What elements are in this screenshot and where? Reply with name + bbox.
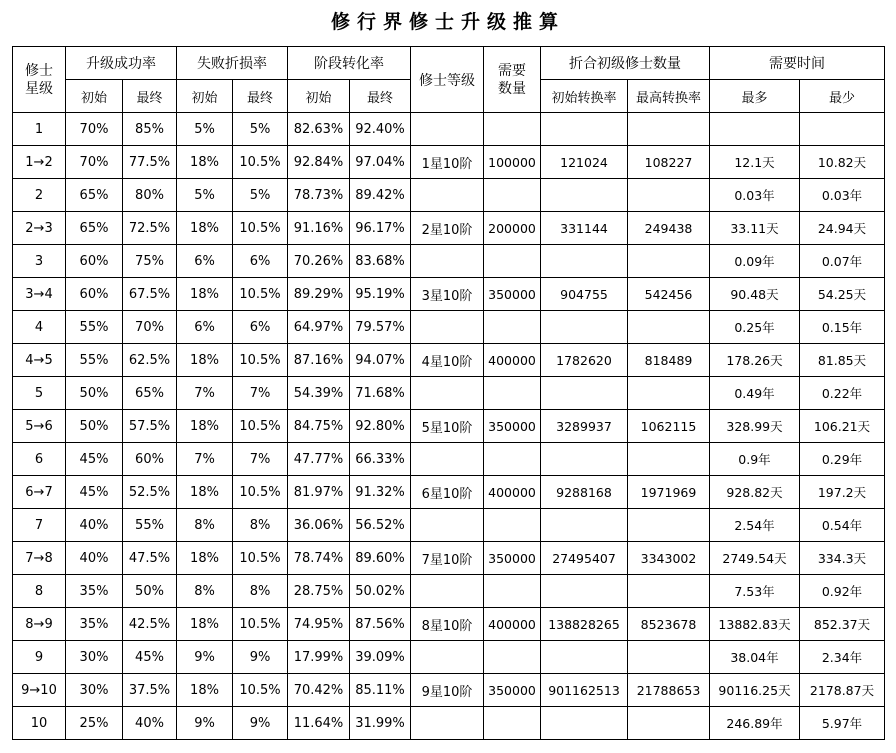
header-success-final: 最终	[123, 80, 177, 113]
cell-fail-final: 10.5%	[233, 344, 288, 377]
cell-stage-initial: 81.97%	[288, 476, 350, 509]
cell-level: 3	[13, 245, 66, 278]
cell-level: 6	[13, 443, 66, 476]
cell-success-initial: 55%	[66, 344, 123, 377]
table-row	[13, 212, 885, 245]
cell-time-most: 7.53年	[710, 575, 800, 608]
cell-stage-final: 39.09%	[350, 641, 411, 674]
header-stage-final: 最终	[350, 80, 411, 113]
cell-level: 4	[13, 311, 66, 344]
cell-stage-initial: 70.26%	[288, 245, 350, 278]
cell-stage-final: 91.32%	[350, 476, 411, 509]
cell-required: 400000	[484, 476, 541, 509]
cultivation-table	[12, 46, 885, 740]
cell-required: 400000	[484, 608, 541, 641]
cell-cultivator-level: 3星10阶	[411, 278, 484, 311]
header-converted-count: 折合初级修士数量	[541, 47, 710, 80]
cell-stage-final: 50.02%	[350, 575, 411, 608]
cell-time-most: 0.9年	[710, 443, 800, 476]
cell-required	[484, 113, 541, 146]
cell-max-conversion	[628, 707, 710, 740]
table-row	[13, 575, 885, 608]
header-row-top	[13, 47, 885, 80]
cell-stage-final: 87.56%	[350, 608, 411, 641]
cell-max-conversion	[628, 179, 710, 212]
cell-initial-conversion: 121024	[541, 146, 628, 179]
cell-required: 350000	[484, 542, 541, 575]
cell-time-most: 13882.83天	[710, 608, 800, 641]
cell-success-final: 37.5%	[123, 674, 177, 707]
cell-stage-initial: 17.99%	[288, 641, 350, 674]
cell-success-initial: 50%	[66, 377, 123, 410]
cell-fail-final: 6%	[233, 311, 288, 344]
cell-max-conversion: 1971969	[628, 476, 710, 509]
header-success-initial: 初始	[66, 80, 123, 113]
cell-required	[484, 377, 541, 410]
page-title: 修行界修士升级推算	[330, 11, 565, 33]
cell-stage-initial: 87.16%	[288, 344, 350, 377]
cell-fail-initial: 7%	[177, 377, 233, 410]
cell-time-most: 0.09年	[710, 245, 800, 278]
cell-stage-initial: 54.39%	[288, 377, 350, 410]
cell-time-least: 54.25天	[800, 278, 885, 311]
cell-time-least: 5.97年	[800, 707, 885, 740]
cell-success-initial: 55%	[66, 311, 123, 344]
cell-fail-initial: 7%	[177, 443, 233, 476]
cell-cultivator-level	[411, 377, 484, 410]
cell-fail-final: 7%	[233, 443, 288, 476]
cell-required: 350000	[484, 278, 541, 311]
cell-level: 4→5	[13, 344, 66, 377]
cell-initial-conversion	[541, 311, 628, 344]
cell-success-initial: 50%	[66, 410, 123, 443]
cell-fail-initial: 18%	[177, 344, 233, 377]
cell-initial-conversion: 3289937	[541, 410, 628, 443]
cell-level: 8	[13, 575, 66, 608]
header-success-rate: 升级成功率	[66, 47, 177, 80]
header-required	[484, 47, 541, 113]
cell-stage-final: 94.07%	[350, 344, 411, 377]
cell-level: 5→6	[13, 410, 66, 443]
cell-fail-initial: 18%	[177, 146, 233, 179]
cell-initial-conversion: 904755	[541, 278, 628, 311]
table-row	[13, 377, 885, 410]
cell-fail-final: 9%	[233, 641, 288, 674]
header-time-most: 最多	[710, 80, 800, 113]
cell-level: 9→10	[13, 674, 66, 707]
cell-time-most: 12.1天	[710, 146, 800, 179]
cell-stage-initial: 89.29%	[288, 278, 350, 311]
cell-stage-initial: 78.73%	[288, 179, 350, 212]
cell-stage-final: 56.52%	[350, 509, 411, 542]
cell-time-least: 334.3天	[800, 542, 885, 575]
cell-cultivator-level	[411, 113, 484, 146]
cell-time-most: 2749.54天	[710, 542, 800, 575]
cell-success-final: 70%	[123, 311, 177, 344]
cell-success-final: 52.5%	[123, 476, 177, 509]
table-row	[13, 542, 885, 575]
cell-cultivator-level	[411, 707, 484, 740]
cell-cultivator-level	[411, 311, 484, 344]
cell-stage-final: 97.04%	[350, 146, 411, 179]
cell-success-final: 75%	[123, 245, 177, 278]
cell-success-initial: 30%	[66, 674, 123, 707]
cell-time-least: 24.94天	[800, 212, 885, 245]
cell-stage-initial: 47.77%	[288, 443, 350, 476]
cell-initial-conversion	[541, 575, 628, 608]
cell-success-initial: 45%	[66, 443, 123, 476]
cell-fail-final: 8%	[233, 575, 288, 608]
table-row	[13, 509, 885, 542]
cell-time-most: 38.04年	[710, 641, 800, 674]
cell-initial-conversion: 331144	[541, 212, 628, 245]
table-row	[13, 245, 885, 278]
cell-required	[484, 245, 541, 278]
cell-fail-final: 10.5%	[233, 212, 288, 245]
cell-max-conversion: 1062115	[628, 410, 710, 443]
cell-success-final: 72.5%	[123, 212, 177, 245]
cell-time-most: 0.03年	[710, 179, 800, 212]
cell-cultivator-level	[411, 509, 484, 542]
table-row	[13, 641, 885, 674]
cell-success-final: 77.5%	[123, 146, 177, 179]
cell-stage-final: 79.57%	[350, 311, 411, 344]
header-stage-conversion: 阶段转化率	[288, 47, 411, 80]
cell-success-initial: 40%	[66, 542, 123, 575]
cell-fail-final: 5%	[233, 113, 288, 146]
cell-success-final: 45%	[123, 641, 177, 674]
header-required-line2: 数量	[498, 80, 526, 97]
header-fail-discount: 失败折损率	[177, 47, 288, 80]
cell-required	[484, 311, 541, 344]
table-row	[13, 113, 885, 146]
cell-time-least: 10.82天	[800, 146, 885, 179]
cell-cultivator-level: 6星10阶	[411, 476, 484, 509]
cell-required: 200000	[484, 212, 541, 245]
cell-stage-initial: 92.84%	[288, 146, 350, 179]
cell-fail-final: 10.5%	[233, 674, 288, 707]
cell-fail-initial: 9%	[177, 707, 233, 740]
header-stage-initial: 初始	[288, 80, 350, 113]
header-level-line1: 修士	[25, 62, 53, 79]
cell-time-least: 0.29年	[800, 443, 885, 476]
header-time-least: 最少	[800, 80, 885, 113]
cell-required	[484, 641, 541, 674]
cell-fail-initial: 18%	[177, 212, 233, 245]
cell-stage-final: 92.40%	[350, 113, 411, 146]
table-row	[13, 311, 885, 344]
cell-time-most: 246.89年	[710, 707, 800, 740]
cell-success-initial: 65%	[66, 212, 123, 245]
cell-fail-initial: 8%	[177, 575, 233, 608]
cell-fail-final: 10.5%	[233, 476, 288, 509]
cell-stage-final: 31.99%	[350, 707, 411, 740]
cell-required: 350000	[484, 410, 541, 443]
cell-fail-final: 8%	[233, 509, 288, 542]
cell-initial-conversion	[541, 707, 628, 740]
table-row	[13, 179, 885, 212]
cell-level: 8→9	[13, 608, 66, 641]
cell-initial-conversion	[541, 509, 628, 542]
cell-fail-final: 10.5%	[233, 278, 288, 311]
table-row	[13, 707, 885, 740]
cell-time-least: 81.85天	[800, 344, 885, 377]
cell-success-final: 40%	[123, 707, 177, 740]
cell-stage-initial: 91.16%	[288, 212, 350, 245]
table-row	[13, 476, 885, 509]
cell-fail-final: 9%	[233, 707, 288, 740]
header-level	[13, 47, 66, 113]
cell-level: 10	[13, 707, 66, 740]
cell-stage-initial: 74.95%	[288, 608, 350, 641]
cell-time-least: 197.2天	[800, 476, 885, 509]
cell-cultivator-level: 7星10阶	[411, 542, 484, 575]
cell-time-least: 0.03年	[800, 179, 885, 212]
cell-fail-final: 6%	[233, 245, 288, 278]
cell-max-conversion: 8523678	[628, 608, 710, 641]
table-row	[13, 608, 885, 641]
cell-fail-final: 10.5%	[233, 542, 288, 575]
table-row	[13, 278, 885, 311]
cell-stage-final: 83.68%	[350, 245, 411, 278]
cell-initial-conversion: 901162513	[541, 674, 628, 707]
cell-time-most: 2.54年	[710, 509, 800, 542]
cell-required	[484, 707, 541, 740]
cell-max-conversion	[628, 245, 710, 278]
cell-fail-final: 7%	[233, 377, 288, 410]
cell-initial-conversion	[541, 113, 628, 146]
cell-time-least: 106.21天	[800, 410, 885, 443]
cell-stage-initial: 82.63%	[288, 113, 350, 146]
cell-max-conversion: 249438	[628, 212, 710, 245]
cell-time-least: 0.07年	[800, 245, 885, 278]
cell-level: 2→3	[13, 212, 66, 245]
cell-fail-initial: 8%	[177, 509, 233, 542]
cell-success-final: 47.5%	[123, 542, 177, 575]
cell-initial-conversion	[541, 443, 628, 476]
cell-time-least: 0.15年	[800, 311, 885, 344]
cell-success-initial: 25%	[66, 707, 123, 740]
header-max-conversion: 最高转换率	[628, 80, 710, 113]
cell-fail-initial: 18%	[177, 410, 233, 443]
cell-time-most: 0.49年	[710, 377, 800, 410]
cell-initial-conversion	[541, 377, 628, 410]
cell-cultivator-level: 2星10阶	[411, 212, 484, 245]
cell-time-least: 2.34年	[800, 641, 885, 674]
cell-initial-conversion: 9288168	[541, 476, 628, 509]
cell-success-final: 50%	[123, 575, 177, 608]
cell-initial-conversion	[541, 641, 628, 674]
cell-time-least	[800, 113, 885, 146]
cell-level: 5	[13, 377, 66, 410]
cell-max-conversion	[628, 575, 710, 608]
cell-success-initial: 60%	[66, 278, 123, 311]
cell-success-final: 62.5%	[123, 344, 177, 377]
cell-time-least: 0.22年	[800, 377, 885, 410]
cell-stage-final: 89.42%	[350, 179, 411, 212]
cell-max-conversion	[628, 311, 710, 344]
cell-cultivator-level	[411, 443, 484, 476]
cell-fail-final: 10.5%	[233, 146, 288, 179]
header-fail-final: 最终	[233, 80, 288, 113]
cell-level: 7	[13, 509, 66, 542]
cell-required: 350000	[484, 674, 541, 707]
cell-success-initial: 40%	[66, 509, 123, 542]
cell-required	[484, 179, 541, 212]
cell-level: 7→8	[13, 542, 66, 575]
cell-max-conversion: 21788653	[628, 674, 710, 707]
cell-fail-final: 10.5%	[233, 410, 288, 443]
cell-fail-initial: 18%	[177, 608, 233, 641]
cell-level: 9	[13, 641, 66, 674]
cell-max-conversion	[628, 443, 710, 476]
cell-success-initial: 45%	[66, 476, 123, 509]
cell-cultivator-level	[411, 575, 484, 608]
cell-success-initial: 65%	[66, 179, 123, 212]
table-row	[13, 344, 885, 377]
cell-stage-initial: 78.74%	[288, 542, 350, 575]
cell-fail-initial: 6%	[177, 311, 233, 344]
header-fail-initial: 初始	[177, 80, 233, 113]
cell-time-most: 90.48天	[710, 278, 800, 311]
cell-level: 3→4	[13, 278, 66, 311]
cell-success-final: 80%	[123, 179, 177, 212]
cell-success-final: 60%	[123, 443, 177, 476]
cell-cultivator-level: 5星10阶	[411, 410, 484, 443]
cell-fail-initial: 5%	[177, 113, 233, 146]
cell-fail-initial: 18%	[177, 476, 233, 509]
cell-max-conversion	[628, 509, 710, 542]
cell-stage-final: 85.11%	[350, 674, 411, 707]
cell-max-conversion: 3343002	[628, 542, 710, 575]
cell-required: 400000	[484, 344, 541, 377]
cell-fail-initial: 5%	[177, 179, 233, 212]
header-cultivator-level: 修士等级	[411, 47, 484, 113]
cell-time-least: 2178.87天	[800, 674, 885, 707]
cell-success-final: 57.5%	[123, 410, 177, 443]
cell-max-conversion: 542456	[628, 278, 710, 311]
cell-initial-conversion: 27495407	[541, 542, 628, 575]
cell-stage-initial: 70.42%	[288, 674, 350, 707]
cell-fail-initial: 9%	[177, 641, 233, 674]
cell-initial-conversion: 1782620	[541, 344, 628, 377]
cell-time-least: 852.37天	[800, 608, 885, 641]
cell-success-initial: 35%	[66, 608, 123, 641]
cell-level: 2	[13, 179, 66, 212]
cell-success-final: 67.5%	[123, 278, 177, 311]
header-required-line1: 需要	[498, 62, 526, 79]
cell-stage-initial: 64.97%	[288, 311, 350, 344]
cell-success-initial: 35%	[66, 575, 123, 608]
cell-cultivator-level: 4星10阶	[411, 344, 484, 377]
cell-stage-final: 95.19%	[350, 278, 411, 311]
cell-max-conversion	[628, 113, 710, 146]
cell-cultivator-level	[411, 179, 484, 212]
cell-max-conversion: 108227	[628, 146, 710, 179]
cell-required: 100000	[484, 146, 541, 179]
cell-initial-conversion: 138828265	[541, 608, 628, 641]
cell-max-conversion	[628, 641, 710, 674]
cell-stage-initial: 11.64%	[288, 707, 350, 740]
cell-cultivator-level: 1星10阶	[411, 146, 484, 179]
cell-cultivator-level	[411, 245, 484, 278]
cell-success-initial: 30%	[66, 641, 123, 674]
table-body	[13, 113, 885, 740]
header-time-needed: 需要时间	[710, 47, 885, 80]
table-row	[13, 410, 885, 443]
cell-time-most: 928.82天	[710, 476, 800, 509]
cell-required	[484, 575, 541, 608]
cell-level: 1	[13, 113, 66, 146]
cell-time-most: 0.25年	[710, 311, 800, 344]
cell-fail-initial: 6%	[177, 245, 233, 278]
header-initial-conversion: 初始转换率	[541, 80, 628, 113]
cell-time-most: 33.11天	[710, 212, 800, 245]
cell-fail-initial: 18%	[177, 674, 233, 707]
cell-success-initial: 70%	[66, 146, 123, 179]
table-row	[13, 146, 885, 179]
cell-stage-initial: 28.75%	[288, 575, 350, 608]
cell-success-initial: 60%	[66, 245, 123, 278]
cell-fail-initial: 18%	[177, 278, 233, 311]
table-row	[13, 674, 885, 707]
cell-time-least: 0.92年	[800, 575, 885, 608]
cell-fail-final: 10.5%	[233, 608, 288, 641]
cell-cultivator-level	[411, 641, 484, 674]
cell-stage-initial: 84.75%	[288, 410, 350, 443]
cell-stage-final: 96.17%	[350, 212, 411, 245]
cell-fail-final: 5%	[233, 179, 288, 212]
cell-initial-conversion	[541, 245, 628, 278]
cell-max-conversion	[628, 377, 710, 410]
header-level-line2: 星级	[25, 80, 53, 97]
cell-time-most: 328.99天	[710, 410, 800, 443]
cell-time-most: 90116.25天	[710, 674, 800, 707]
cell-initial-conversion	[541, 179, 628, 212]
cell-fail-initial: 18%	[177, 542, 233, 575]
cell-time-most: 178.26天	[710, 344, 800, 377]
cell-success-final: 55%	[123, 509, 177, 542]
cell-success-initial: 70%	[66, 113, 123, 146]
cell-success-final: 65%	[123, 377, 177, 410]
cell-max-conversion: 818489	[628, 344, 710, 377]
cell-required	[484, 443, 541, 476]
cell-stage-initial: 36.06%	[288, 509, 350, 542]
table-row	[13, 443, 885, 476]
cell-success-final: 85%	[123, 113, 177, 146]
cell-level: 1→2	[13, 146, 66, 179]
cell-level: 6→7	[13, 476, 66, 509]
cell-stage-final: 66.33%	[350, 443, 411, 476]
cell-time-least: 0.54年	[800, 509, 885, 542]
cell-stage-final: 71.68%	[350, 377, 411, 410]
cell-success-final: 42.5%	[123, 608, 177, 641]
cell-stage-final: 92.80%	[350, 410, 411, 443]
cell-time-most	[710, 113, 800, 146]
cell-required	[484, 509, 541, 542]
cell-cultivator-level: 9星10阶	[411, 674, 484, 707]
cell-cultivator-level: 8星10阶	[411, 608, 484, 641]
cell-stage-final: 89.60%	[350, 542, 411, 575]
